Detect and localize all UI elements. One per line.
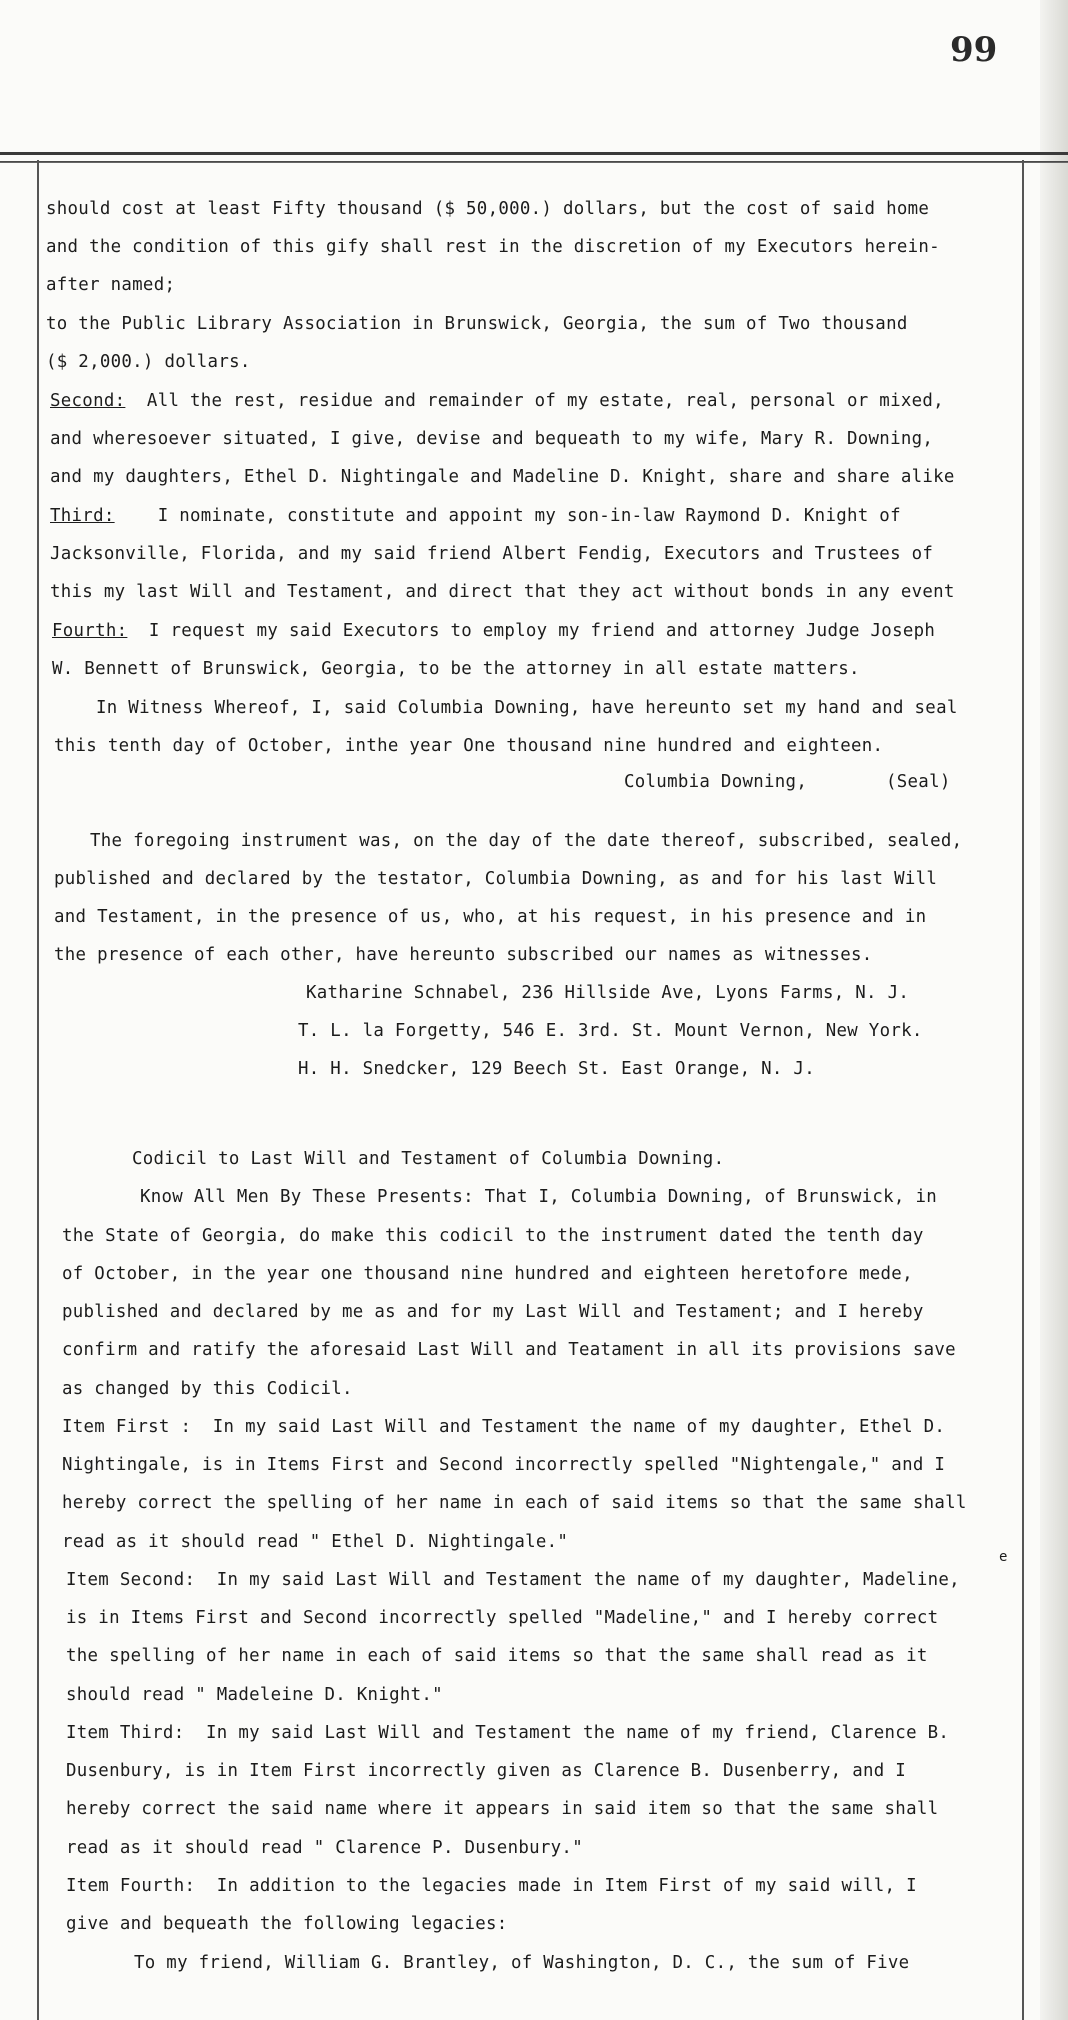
header-rule-secondary bbox=[0, 162, 1068, 163]
text-line: W. Bennett of Brunswick, Georgia, to be the attorney in all estate matters. bbox=[52, 659, 860, 679]
text-line: of October, in the year one thousand nine hundred and eighteen heretofore mede, bbox=[62, 1264, 913, 1284]
item-fourth-text: I request my said Executors to employ my friend and attorney Judge Joseph bbox=[127, 621, 936, 641]
text-line: and the condition of this gify shall rest in the discretion of my Executors herein- bbox=[46, 237, 940, 257]
witness-signature: T. L. la Forgetty, 546 E. 3rd. St. Mount Vernon, New York. bbox=[298, 1021, 923, 1041]
text-line: and wheresoever situated, I give, devise and bequeath to my wife, Mary R. Downing, bbox=[50, 429, 934, 449]
text-line: to the Public Library Association in Brunswick, Georgia, the sum of Two thousand bbox=[46, 314, 908, 334]
item-second-label: Second: bbox=[50, 391, 126, 411]
handwritten-correction: e bbox=[999, 1549, 1008, 1565]
text-line: Jacksonville, Florida, and my said friend Albert Fendig, Executors and Trustees of bbox=[50, 544, 934, 564]
item-second-text: All the rest, residue and remainder of my estate, real, personal or mixed, bbox=[125, 391, 944, 411]
text-line: should read " Madeleine D. Knight." bbox=[66, 1685, 443, 1705]
codicil-title: Codicil to Last Will and Testament of Columbia Downing. bbox=[132, 1149, 725, 1169]
right-margin-rule bbox=[1022, 160, 1024, 2020]
page-number: 99 bbox=[950, 30, 998, 70]
item-fourth-line bbox=[52, 620, 935, 642]
text-line: hereby correct the spelling of her name in each of said items so that the same shall bbox=[62, 1493, 967, 1513]
text-line: and my daughters, Ethel D. Nightingale and Madeline D. Knight, share and share alike bbox=[50, 467, 955, 487]
item-third-label: Third: bbox=[50, 506, 115, 526]
text-line: ($ 2,000.) dollars. bbox=[46, 352, 251, 372]
text-line: the presence of each other, have hereunto subscribed our names as witnesses. bbox=[54, 945, 873, 965]
testator-signature: Columbia Downing, bbox=[624, 772, 808, 792]
text-line: confirm and ratify the aforesaid Last Will and Teatament in all its provisions save bbox=[62, 1340, 956, 1360]
item-second-line bbox=[50, 390, 944, 412]
text-line: Item Third: In my said Last Will and Testament the name of my friend, Clarence B. bbox=[66, 1723, 950, 1743]
text-line: hereby correct the said name where it appears in said item so that the same shall bbox=[66, 1799, 939, 1819]
text-line: read as it should read " Clarence P. Dusenbury." bbox=[66, 1838, 583, 1858]
text-line: To my friend, William G. Brantley, of Washington, D. C., the sum of Five bbox=[134, 1953, 910, 1973]
text-line: Item Fourth: In addition to the legacies made in Item First of my said will, I bbox=[66, 1876, 917, 1896]
text-line: is in Items First and Second incorrectly spelled "Madeline," and I hereby correct bbox=[66, 1608, 939, 1628]
text-line: published and declared by me as and for my Last Will and Testament; and I hereby bbox=[62, 1302, 924, 1322]
text-line: Dusenbury, is in Item First incorrectly given as Clarence B. Dusenberry, and I bbox=[66, 1761, 907, 1781]
text-line: Nightingale, is in Items First and Second incorrectly spelled "Nightengale," and I bbox=[62, 1455, 946, 1475]
text-line: The foregoing instrument was, on the day of the date thereof, subscribed, sealed, bbox=[90, 831, 963, 851]
item-fourth-label: Fourth: bbox=[52, 621, 128, 641]
text-line: should cost at least Fifty thousand ($ 50,000.) dollars, but the cost of said home bbox=[46, 199, 930, 219]
text-line: published and declared by the testator, Columbia Downing, as and for his last Will bbox=[54, 869, 938, 889]
page-edge-shadow bbox=[1040, 0, 1068, 2020]
seal-mark: (Seal) bbox=[886, 772, 951, 792]
text-line: this tenth day of October, inthe year One thousand nine hundred and eighteen. bbox=[54, 736, 884, 756]
item-third-text: I nominate, constitute and appoint my son-in-law Raymond D. Knight of bbox=[114, 506, 901, 526]
text-line: give and bequeath the following legacies: bbox=[66, 1914, 508, 1934]
item-third-line bbox=[50, 505, 901, 527]
text-line: the State of Georgia, do make this codicil to the instrument dated the tenth day bbox=[62, 1226, 924, 1246]
text-line: Item Second: In my said Last Will and Testament the name of my daughter, Madeline, bbox=[66, 1570, 960, 1590]
left-margin-rule bbox=[37, 160, 39, 2020]
text-line: after named; bbox=[46, 275, 176, 295]
text-line: the spelling of her name in each of said items so that the same shall read as it bbox=[66, 1646, 928, 1666]
text-line: as changed by this Codicil. bbox=[62, 1379, 353, 1399]
text-line: and Testament, in the presence of us, who, at his request, in his presence and in bbox=[54, 907, 927, 927]
text-line: this my last Will and Testament, and direct that they act without bonds in any event bbox=[50, 582, 955, 602]
witness-signature: Katharine Schnabel, 236 Hillside Ave, Lyons Farms, N. J. bbox=[306, 983, 910, 1003]
text-line: Item First : In my said Last Will and Testament the name of my daughter, Ethel D. bbox=[62, 1417, 946, 1437]
text-line: In Witness Whereof, I, said Columbia Downing, have hereunto set my hand and seal bbox=[96, 698, 958, 718]
witness-signature: H. H. Snedcker, 129 Beech St. East Orange, N. J. bbox=[298, 1059, 815, 1079]
text-line: Know All Men By These Presents: That I, Columbia Downing, of Brunswick, in bbox=[140, 1187, 937, 1207]
text-line: read as it should read " Ethel D. Nightingale." bbox=[62, 1532, 569, 1552]
